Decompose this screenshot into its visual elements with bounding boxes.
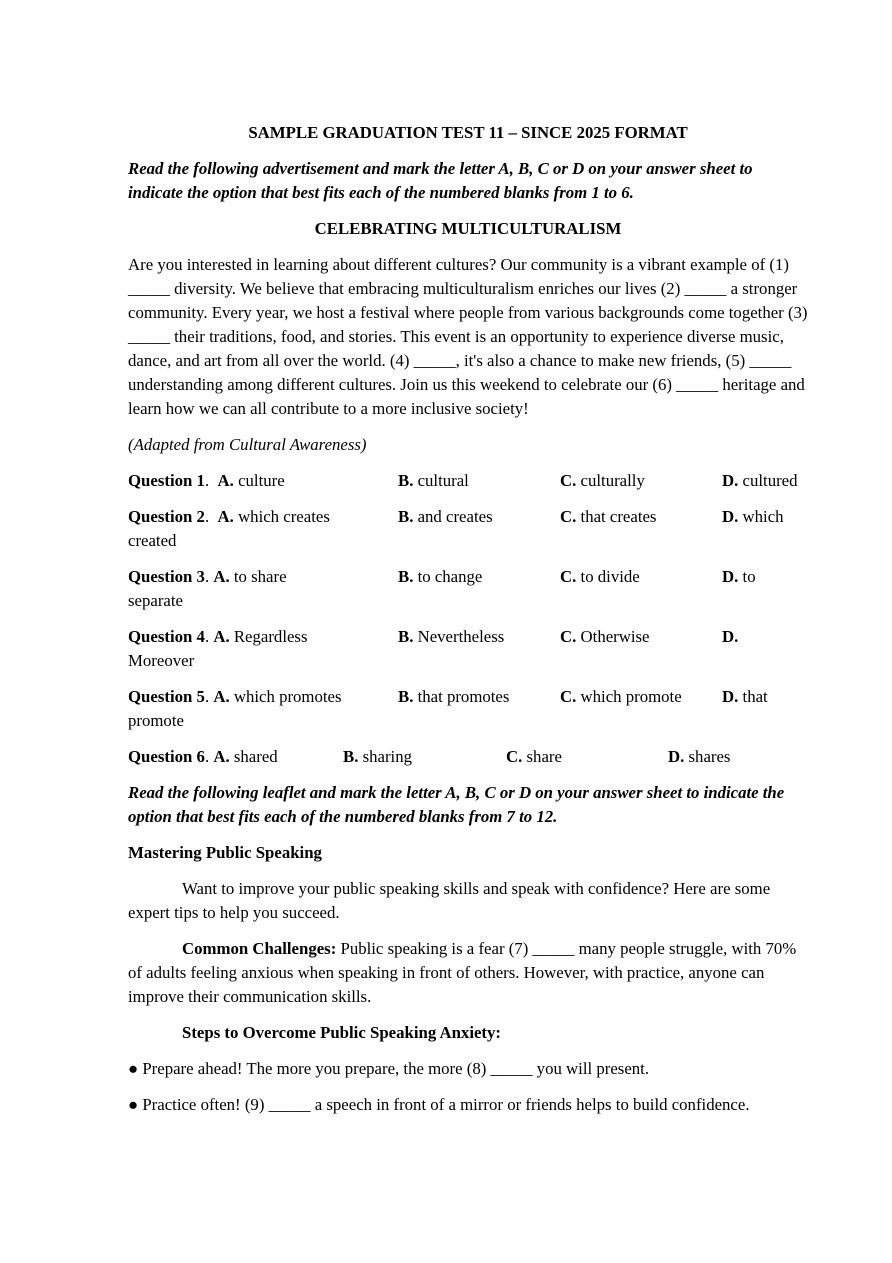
- question-label: Question 3: [128, 567, 205, 586]
- page-content: [128, 121, 808, 1117]
- option-b[interactable]: sharing: [362, 747, 412, 766]
- option-a[interactable]: shared: [233, 747, 278, 766]
- question-4-wrap: [128, 649, 808, 673]
- option-a[interactable]: Regardless: [233, 627, 308, 646]
- bullet-icon: ●: [128, 1059, 139, 1078]
- question-5-wrap: [128, 709, 808, 733]
- option-c[interactable]: which promote: [580, 687, 682, 706]
- bullet-text: Prepare ahead! The more you prepare, the more (8) _____ you will present.: [138, 1059, 650, 1078]
- bullet-item: [128, 1093, 808, 1117]
- option-d[interactable]: cultured: [742, 471, 798, 490]
- leaflet-title: Mastering Public Speaking: [128, 843, 322, 862]
- bullet-item: [128, 1057, 808, 1081]
- question-2: Question 2. A. which creates B. and creates C. that creates D. which: [128, 507, 784, 526]
- steps-title: Steps to Overcome Public Speaking Anxiety:: [182, 1023, 501, 1042]
- option-d[interactable]: Moreover: [128, 651, 195, 670]
- bullet-text: Practice often! (9) _____ a speech in front of a mirror or friends helps to build confidence.: [138, 1095, 750, 1114]
- bullet-icon: ●: [128, 1095, 139, 1114]
- option-c[interactable]: to divide: [580, 567, 640, 586]
- option-a[interactable]: which creates: [238, 507, 330, 526]
- question-6: Question 6. A. shared B. sharing C. share D. shares: [128, 747, 731, 766]
- option-b[interactable]: to change: [417, 567, 483, 586]
- leaflet-intro: Want to improve your public speaking skills and speak with confidence? Here are some expert tips to help you succeed.: [128, 879, 771, 922]
- question-2-wrap: [128, 529, 808, 553]
- page-title: SAMPLE GRADUATION TEST 11 – SINCE 2025 FORMAT: [248, 123, 688, 142]
- option-d[interactable]: which: [742, 507, 784, 526]
- question-5: Question 5. A. which promotes B. that promotes C. which promote D. that: [128, 687, 768, 706]
- option-c[interactable]: share: [526, 747, 562, 766]
- option-a[interactable]: which promotes: [233, 687, 342, 706]
- instruction-1: Read the following advertisement and mark the letter A, B, C or D on your answer sheet to indicate the option that best fits each of the numbered blanks from 1 to 6.: [128, 159, 753, 202]
- advertisement-title: CELEBRATING MULTICULTURALISM: [314, 219, 622, 238]
- question-3: Question 3. A. to share B. to change C. to divide D. to: [128, 567, 756, 586]
- challenges-label: Common Challenges:: [182, 939, 337, 958]
- question-label: Question 4: [128, 627, 205, 646]
- option-c[interactable]: that creates: [580, 507, 657, 526]
- question-3-wrap: [128, 589, 808, 613]
- common-challenges-paragraph: [128, 937, 808, 1009]
- question-label: Question 5: [128, 687, 205, 706]
- challenges-text: Public speaking is a fear (7) _____ many people struggle, with 70% of adults feeling anxious when speaking in front of others. However, with practice, anyone can improve their communication skills.: [128, 939, 797, 1006]
- instruction-2: Read the following leaflet and mark the letter A, B, C or D on your answer sheet to indicate the option that best fits each of the numbered blanks from 7 to 12.: [128, 783, 785, 826]
- question-label: Question 1: [128, 471, 205, 490]
- question-label: Question 6: [128, 747, 205, 766]
- option-d[interactable]: shares: [688, 747, 731, 766]
- advertisement-text: Are you interested in learning about different cultures? Our community is a vibrant example of (1) _____ diversity. We believe that embracing multiculturalism enriches our lives (2) _____ a stronger community. Every year, we host a festival where people from various backgrounds come together (3) _____ their traditions, food, and stories. This event is an opportunity to experience diverse music, dance, and art from all over the world. (4) _____, it's also a chance to make new friends, (5) _____ understanding among different cultures. Join us this weekend to celebrate our (6) _____ heritage and learn how we can all contribute to a more inclusive society!: [128, 255, 808, 418]
- option-d[interactable]: that: [742, 687, 768, 706]
- option-a[interactable]: culture: [238, 471, 285, 490]
- question-label: Question 2: [128, 507, 205, 526]
- source-note: (Adapted from Cultural Awareness): [128, 435, 367, 454]
- option-b[interactable]: Nevertheless: [417, 627, 505, 646]
- question-4: Question 4. A. Regardless B. Nevertheless C. Otherwise D.: [128, 627, 739, 646]
- option-b[interactable]: and creates: [417, 507, 493, 526]
- option-d[interactable]: to: [742, 567, 756, 586]
- option-a[interactable]: to share: [233, 567, 287, 586]
- option-b[interactable]: cultural: [417, 471, 469, 490]
- option-c[interactable]: Otherwise: [580, 627, 650, 646]
- option-d-continued: created: [128, 531, 177, 550]
- option-c[interactable]: culturally: [580, 471, 645, 490]
- option-d-continued: separate: [128, 591, 183, 610]
- question-1: Question 1. A. culture B. cultural C. culturally D. cultured: [128, 471, 798, 490]
- option-d-continued: promote: [128, 711, 184, 730]
- option-b[interactable]: that promotes: [417, 687, 510, 706]
